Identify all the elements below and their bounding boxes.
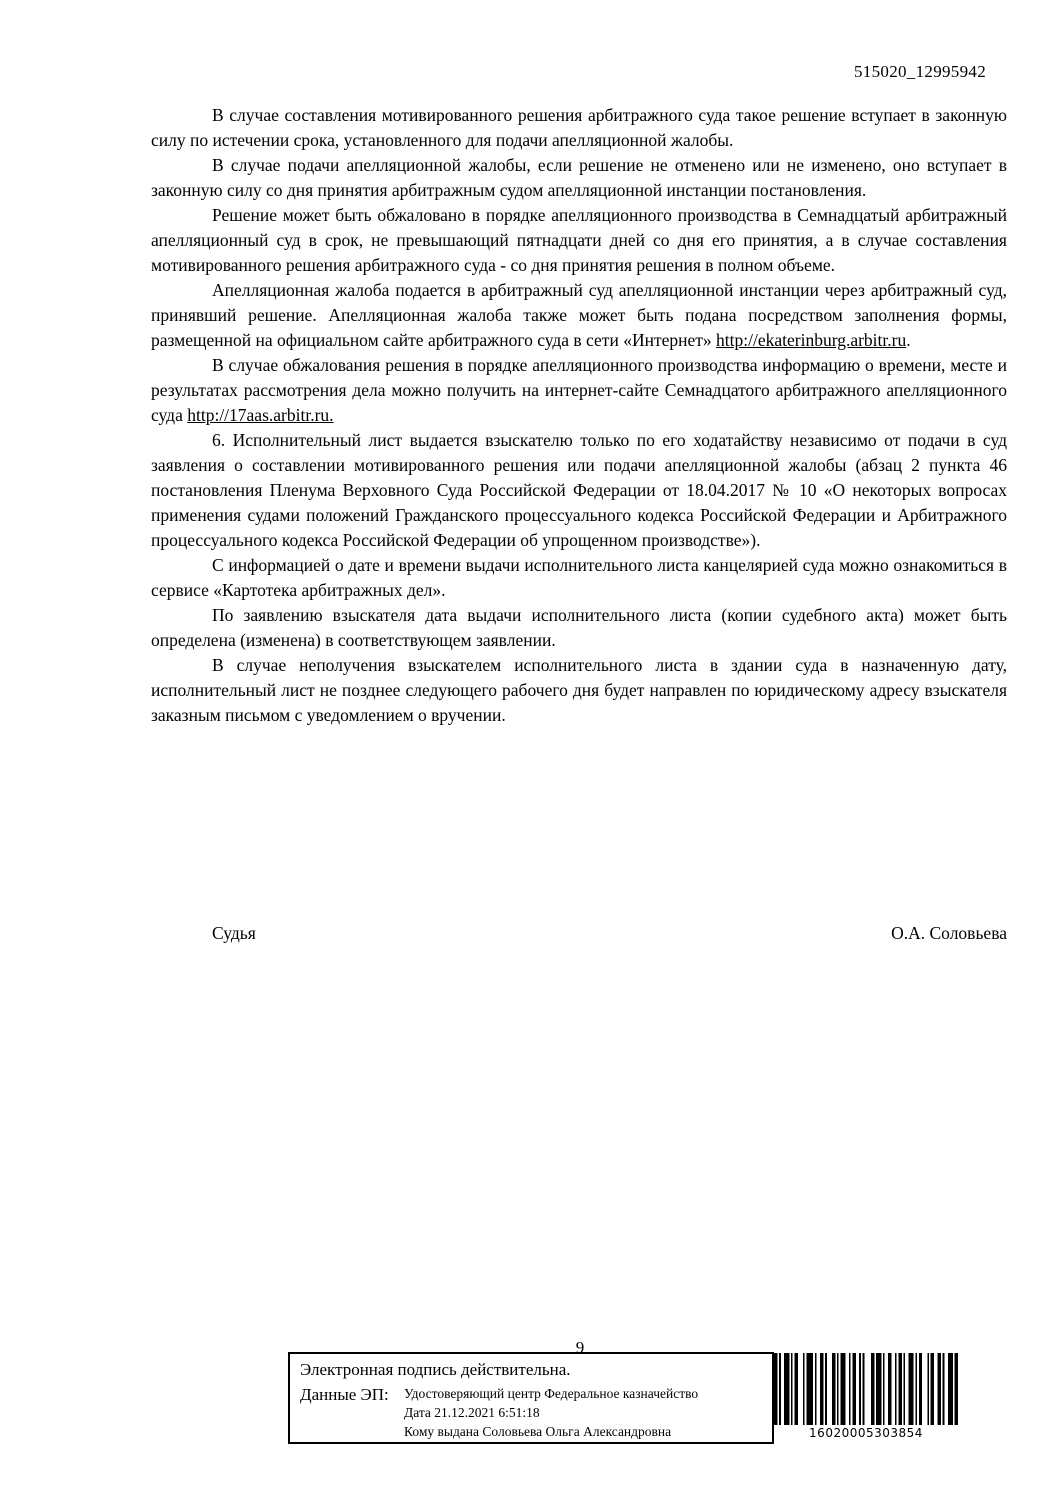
paragraph-3: Решение может быть обжаловано в порядке апелляционного производства в Семнадцатый арбитражный апелляционный суд в срок, не превышающий пятнадцати дней со дня его принятия, а в случае составления мотивированного решения арбитражного суда - со дня принятия решения в полном объеме.	[151, 205, 1007, 275]
barcode-number: 16020005303854	[809, 1426, 923, 1440]
judge-name: О.А. Соловьева	[891, 923, 1007, 943]
paragraph-8: По заявлению взыскателя дата выдачи исполнительного листа (копии судебного акта) может быть определена (изменена) в соответствующем заявлении.	[151, 605, 1007, 650]
paragraph-1: В случае составления мотивированного решения арбитражного суда такое решение вступает в законную силу по истечении срока, установленного для подачи апелляционной жалобы.	[151, 105, 1007, 150]
stamp-date: Дата 21.12.2021 6:51:18	[404, 1405, 540, 1420]
document-number: 515020_12995942	[854, 62, 986, 81]
signature-row	[151, 921, 1007, 946]
paragraph-7: С информацией о дате и времени выдачи исполнительного листа канцелярией суда можно ознакомиться в сервисе «Картотека арбитражных дел».	[151, 555, 1007, 600]
document-body	[151, 103, 1007, 728]
electronic-signature-stamp	[288, 1352, 774, 1444]
stamp-issued-to: Кому выдана Соловьева Ольга Александровна	[404, 1424, 672, 1439]
paragraph-9: В случае неполучения взыскателем исполнительного листа в здании суда в назначенную дату, исполнительный лист не позднее следующего рабочего дня будет направлен по юридическому адресу взыскателя заказным письмом с уведомлением о вручении.	[151, 655, 1007, 725]
paragraph-5	[151, 353, 1007, 428]
barcode-bars	[774, 1353, 958, 1425]
paragraph-4-after: .	[906, 330, 911, 350]
paragraph-6: 6. Исполнительный лист выдается взыскателю только по его ходатайству независимо от подачи в суд заявления о составлении мотивированного решения или подачи апелляционной жалобы (абзац 2 пункта 46 постановления Пленума Верховного Суда Российской Федерации от 18.04.2017 № 10 «О некоторых вопросах применения судами положений Гражданского процессуального кодекса Российской Федерации и Арбитражного процессуального кодекса Российской Федерации об упрощенном производстве»).	[151, 430, 1007, 550]
stamp-authority: Удостоверяющий центр Федеральное казначейство	[404, 1386, 699, 1401]
page-number: 9	[575, 1338, 585, 1357]
paragraph-4	[151, 278, 1007, 353]
stamp-label: Данные ЭП:	[300, 1385, 389, 1404]
paragraph-5-text: В случае обжалования решения в порядке апелляционного производства информацию о времени, месте и результатах рассмотрения дела можно получить на интернет-сайте Семнадцатого арбитражного апелляционного суда	[151, 355, 1007, 425]
ekaterinburg-arbitr-link[interactable]: http://ekaterinburg.arbitr.ru	[716, 330, 907, 350]
stamp-details	[402, 1384, 698, 1441]
barcode	[774, 1353, 958, 1440]
17aas-arbitr-link[interactable]: http://17aas.arbitr.ru.	[187, 405, 334, 425]
paragraph-2: В случае подачи апелляционной жалобы, если решение не отменено или не изменено, оно вступает в законную силу со дня принятия арбитражным судом апелляционной инстанции постановления.	[151, 155, 1007, 200]
stamp-details-row	[300, 1384, 772, 1441]
stamp-title: Электронная подпись действительна.	[300, 1360, 571, 1379]
judge-label: Судья	[212, 923, 256, 943]
paragraph-4-text: Апелляционная жалоба подается в арбитражный суд апелляционной инстанции через арбитражный суд, принявший решение. Апелляционная жалоба также может быть подана посредством заполнения формы, размещенной на официальном сайте арбитражного суда в сети «Интернет»	[151, 280, 1007, 350]
